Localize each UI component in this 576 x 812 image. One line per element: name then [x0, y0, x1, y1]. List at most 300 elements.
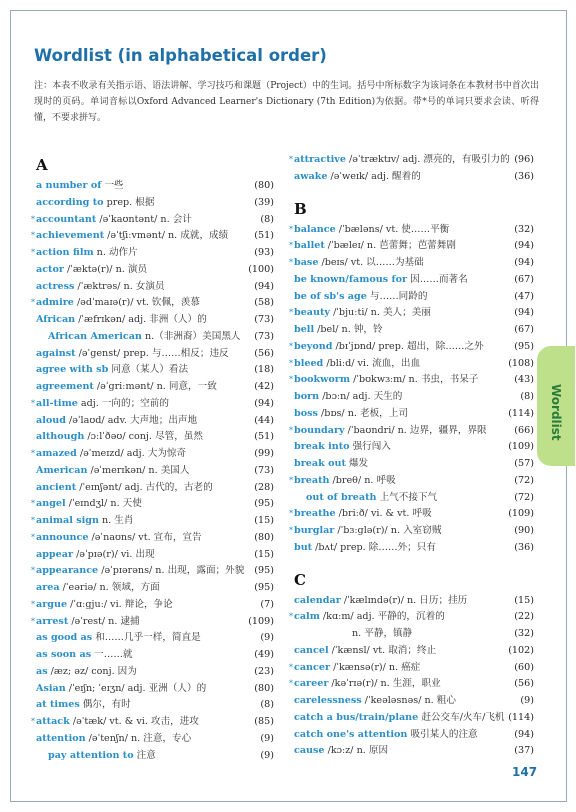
- headword: attention: [36, 732, 86, 744]
- page-reference: (95): [254, 498, 274, 510]
- headword: cause: [294, 745, 325, 757]
- definition: /ˈeɪʃn; ˈeɪʒn/ adj. 亚洲（人）的: [65, 682, 207, 694]
- headword: attractive: [294, 154, 346, 165]
- star-marker: *: [289, 612, 293, 622]
- wordlist-entry: [36, 647, 274, 664]
- page-reference: (95): [514, 340, 534, 352]
- wordlist-entry: [294, 272, 534, 289]
- wordlist-entry: [294, 540, 534, 557]
- definition: /əˈtræktɪv/ adj. 漂亮的，有吸引力的: [345, 154, 510, 165]
- star-marker: *: [31, 398, 35, 408]
- headword: breath: [294, 474, 330, 486]
- definition: /əˈweɪk/ adj. 醒着的: [327, 170, 421, 182]
- definition: /ˈkænsə(r)/ n. 癌症: [330, 661, 421, 673]
- section-letter: A: [36, 156, 48, 174]
- definition: n. 平静，镇静: [352, 628, 413, 639]
- page-reference: (100): [248, 263, 274, 275]
- star-marker: *: [31, 566, 35, 576]
- wordlist-entry: [36, 664, 274, 681]
- definition: n. 动作片: [93, 247, 138, 258]
- wordlist-entry: [289, 609, 534, 626]
- page-reference: (7): [260, 598, 274, 610]
- headword: arrest: [36, 615, 69, 627]
- headword: out of breath: [306, 491, 377, 503]
- wordlist-entry: [36, 697, 274, 714]
- wordlist-entry: [289, 372, 534, 389]
- headword: balance: [294, 223, 336, 235]
- headword: as soon as: [36, 649, 92, 660]
- wordlist-entry: [36, 329, 274, 346]
- definition: /ˈeəriə/ n. 领域，方面: [59, 582, 160, 593]
- wordlist-entry: [289, 305, 534, 322]
- page-reference: (57): [514, 458, 534, 469]
- headword: born: [294, 391, 320, 402]
- definition: /beɪs/ vt. 以……为基础: [318, 257, 424, 268]
- wordlist-entry: [31, 597, 274, 614]
- page-reference: (47): [514, 290, 534, 302]
- definition: /kəˈrɪə(r)/ n. 生涯，职业: [328, 678, 441, 690]
- star-marker: *: [289, 258, 293, 267]
- headword: pay attention to: [48, 749, 134, 761]
- page-reference: (67): [514, 273, 534, 285]
- page-reference: (32): [514, 628, 534, 639]
- page-reference: (8): [260, 213, 274, 225]
- page-reference: (85): [254, 716, 274, 727]
- definition: /ˈbjuːti/ n. 美人；美丽: [330, 307, 431, 319]
- wordlist-entry: [36, 480, 274, 497]
- wordlist-entry: [36, 580, 274, 597]
- definition: /əˈnaʊns/ vt. 宣布，宣告: [88, 531, 202, 543]
- wordlist-entry: [294, 389, 534, 406]
- page-reference: (32): [514, 223, 534, 235]
- wordlist-entry: [36, 279, 274, 296]
- wordlist-entry: [294, 406, 534, 423]
- page-reference: (49): [254, 649, 274, 660]
- headword: catch one's attention: [294, 728, 408, 740]
- wordlist-entry: [31, 614, 274, 631]
- definition: /əˈmeɪzd/ adj. 大为惊奇: [76, 448, 187, 459]
- page-reference: (72): [514, 491, 534, 503]
- definition: /ˈbæleɪ/ n. 芭蕾舞；芭蕾舞剧: [324, 240, 456, 252]
- page-reference: (28): [254, 481, 274, 493]
- wordlist-entry: [36, 630, 274, 647]
- wordlist-entry: [289, 339, 534, 356]
- page-reference: (39): [254, 196, 274, 208]
- page-reference: (80): [254, 531, 274, 543]
- headword: cancel: [294, 644, 329, 656]
- headword: beauty: [294, 307, 331, 319]
- wordlist-section-tab: [537, 346, 575, 466]
- definition: /breθ/ n. 呼吸: [329, 474, 396, 486]
- page-reference: (18): [254, 364, 274, 376]
- page-reference: (94): [514, 240, 534, 252]
- wordlist-entry: [31, 513, 274, 530]
- definition: /ˈbɜːglə(r)/ n. 入室窃贼: [334, 525, 442, 536]
- definition: /bliːd/ vi. 流血，出血: [323, 357, 421, 369]
- definition: /ˈkeələsnəs/ n. 粗心: [361, 695, 456, 706]
- page-reference: (51): [254, 230, 274, 242]
- page-reference: (9): [260, 732, 274, 744]
- headword: announce: [36, 531, 89, 543]
- wordlist-entry: [36, 429, 274, 446]
- wordlist-entry: [31, 496, 274, 513]
- headword: as: [36, 665, 48, 677]
- definition: /bel/ n. 钟，铃: [314, 324, 383, 335]
- page-reference: (95): [254, 565, 274, 577]
- wordlist-entry: [36, 362, 274, 379]
- headword: appear: [36, 548, 74, 560]
- definition: /bɔːn/ adj. 天生的: [319, 391, 403, 402]
- star-marker: *: [31, 248, 35, 257]
- wordlist-entry: [36, 195, 274, 212]
- page-reference: (114): [508, 407, 534, 419]
- definition: /bɪˈjɒnd/ prep. 超出，除……之外: [332, 340, 484, 352]
- section-gap: [294, 186, 534, 196]
- headword: but: [294, 541, 313, 553]
- headword: bleed: [294, 357, 324, 369]
- wordlist-entry: [294, 727, 534, 744]
- headword: ancient: [36, 481, 77, 493]
- page-reference: (93): [254, 247, 274, 258]
- tab-label: Wordlist: [549, 384, 563, 441]
- definition: /æz; əz/ conj. 因为: [47, 665, 137, 677]
- star-marker: *: [31, 717, 35, 726]
- page-reference: (37): [514, 745, 534, 757]
- definition: 上气不接下气: [376, 491, 438, 503]
- headword: carelessness: [294, 695, 362, 706]
- headword: African American: [48, 330, 142, 342]
- definition: /əˈtæk/ vt. & vi. 攻击，进攻: [69, 716, 199, 727]
- definition: n.（非洲裔）美国黑人: [141, 330, 241, 342]
- wordlist-entry: [289, 523, 534, 540]
- headword: amazed: [36, 448, 77, 459]
- definition: /ˈeɪndʒl/ n. 天使: [65, 498, 142, 510]
- headword: break into: [294, 441, 350, 453]
- star-marker: *: [289, 375, 293, 385]
- headword: as good as: [36, 632, 93, 644]
- wordlist-entry: [31, 446, 274, 463]
- definition: /ˈkænsl/ vt. 取消；终止: [328, 644, 437, 656]
- wordlist-entry: [36, 379, 274, 396]
- definition: /ɔːlˈðəʊ/ conj. 尽管，虽然: [84, 431, 203, 443]
- page-reference: (23): [254, 665, 274, 677]
- page-reference: (94): [254, 397, 274, 409]
- page-reference: (9): [260, 749, 274, 761]
- page-reference: (66): [514, 424, 534, 436]
- headword: admire: [36, 297, 74, 309]
- headword: catch a bus/train/plane: [294, 711, 419, 723]
- wordlist-entry: [36, 262, 274, 279]
- wordlist-left-column: [31, 152, 274, 764]
- wordlist-entry: [31, 228, 274, 245]
- wordlist-entry: [294, 626, 534, 643]
- headword: against: [36, 347, 76, 359]
- headword: agree with sb: [36, 364, 109, 376]
- wordlist-entry: [289, 506, 534, 523]
- headword: ballet: [294, 240, 325, 252]
- page-reference: (73): [254, 464, 274, 476]
- headword: awake: [294, 170, 328, 182]
- definition: /ˈɑːgjuː/ vi. 辩论，争论: [67, 598, 173, 610]
- page-reference: (94): [254, 280, 274, 292]
- section-letter: C: [294, 570, 306, 589]
- page-reference: (67): [514, 324, 534, 335]
- headword: achievement: [36, 230, 105, 242]
- wordlist-entry: [294, 289, 534, 306]
- star-marker: *: [289, 241, 293, 251]
- definition: 爆发: [345, 458, 369, 469]
- wordlist-entry: [294, 322, 534, 339]
- headword: bell: [294, 324, 315, 335]
- definition: /ˈæfrɪkən/ adj. 非洲（人）的: [75, 314, 207, 325]
- wordlist-entry: [36, 681, 274, 698]
- definition: /əˈlaʊd/ adv. 大声地；出声地: [65, 414, 198, 426]
- page-reference: (56): [254, 347, 274, 359]
- page-reference: (80): [254, 180, 274, 191]
- wordlist-entry: [289, 238, 534, 255]
- headword: Asian: [36, 682, 66, 694]
- page-reference: (15): [254, 515, 274, 526]
- star-marker: *: [31, 214, 35, 224]
- definition: /əˈrest/ n. 逮捕: [68, 615, 140, 627]
- definition: 强行闯入: [349, 441, 391, 453]
- intro-note: 注：本表不收录有关指示语、语法讲解、学习技巧和课题（Project）中的生词。括号中所标数字为该词条在本教材书中首次出现时的页码。单词音标以Oxford Advanced Learner's Dictionary (7th Edition)为依据。带*号的单词只要求会读、听得懂，不要求拼写。: [34, 81, 539, 123]
- definition: 注意: [133, 749, 156, 761]
- definition: /kɔːz/ n. 原因: [324, 745, 389, 757]
- definition: /kɑːm/ adj. 平静的，沉着的: [319, 611, 445, 623]
- wordlist-entry: [289, 222, 534, 239]
- page-reference: (9): [260, 632, 274, 644]
- page-reference: (36): [514, 170, 534, 182]
- definition: /ədˈmaɪə(r)/ vt. 钦佩，羡慕: [73, 297, 200, 309]
- star-marker: *: [289, 155, 293, 164]
- wordlist-entry: [36, 731, 274, 748]
- headword: breathe: [294, 508, 336, 520]
- definition: 和……几乎一样，简直是: [92, 632, 201, 644]
- definition: 一些: [101, 180, 124, 191]
- star-marker: *: [31, 532, 35, 542]
- headword: be known/famous for: [294, 273, 408, 285]
- headword: although: [36, 431, 85, 443]
- star-marker: *: [289, 475, 293, 485]
- wordlist-entry: [294, 169, 534, 186]
- page-reference: (42): [254, 381, 274, 392]
- wordlist-entry: [31, 714, 274, 731]
- star-marker: *: [289, 358, 293, 368]
- page-reference: (99): [254, 448, 274, 459]
- definition: /ˈbʊkwɜːm/ n. 书虫，书呆子: [350, 374, 479, 386]
- definition: 一……就: [91, 649, 133, 660]
- definition: 同意（某人）看法: [108, 364, 189, 376]
- wordlist-entry: [294, 439, 534, 456]
- headword: boundary: [294, 424, 345, 436]
- definition: 吸引某人的注意: [407, 728, 478, 740]
- definition: /əˈpɪərəns/ n. 出现，露面；外貌: [98, 565, 245, 577]
- page-reference: (109): [248, 615, 274, 627]
- page-reference: (43): [514, 374, 534, 386]
- definition: /bʌt/ prep. 除……外；只有: [312, 541, 436, 553]
- headword: career: [294, 678, 329, 690]
- headword: action film: [36, 247, 94, 258]
- page-reference: (44): [254, 414, 274, 426]
- star-marker: *: [289, 526, 293, 535]
- page-number: 147: [512, 765, 538, 779]
- definition: /əˈmerɪkən/ n. 美国人: [87, 464, 190, 476]
- wordlist-entry: [289, 423, 534, 440]
- page-reference: (102): [508, 644, 534, 656]
- page-reference: (22): [514, 611, 534, 623]
- definition: /əˈtenʃn/ n. 注意，专心: [85, 732, 192, 744]
- star-marker: *: [289, 224, 293, 234]
- section-gap: [294, 557, 534, 567]
- definition: /əˈgenst/ prep. 与……相反；违反: [75, 347, 229, 359]
- wordlist-entry: [294, 743, 534, 760]
- headword: appearance: [36, 565, 99, 577]
- definition: /ˈæktə(r)/ n. 演员: [63, 263, 148, 275]
- page-reference: (8): [520, 391, 534, 402]
- wordlist-entry: [31, 530, 274, 547]
- page-reference: (95): [254, 582, 274, 593]
- wordlist-entry: [294, 643, 534, 660]
- headword: American: [36, 464, 88, 476]
- star-marker: *: [31, 298, 35, 308]
- page-title: Wordlist (in alphabetical order): [34, 46, 327, 65]
- definition: /ˈbæləns/ vt. 使……平衡: [335, 223, 450, 235]
- page-reference: (109): [508, 441, 534, 453]
- page-reference: (109): [508, 508, 534, 520]
- page-reference: (36): [514, 541, 534, 553]
- wordlist-entry: [289, 473, 534, 490]
- definition: 赶公交车/火车/飞机: [418, 711, 505, 723]
- wordlist-entry: [31, 396, 274, 413]
- page-reference: (51): [254, 431, 274, 443]
- headword: calm: [294, 611, 320, 623]
- headword: at times: [36, 699, 80, 711]
- wordlist-entry: [36, 413, 274, 430]
- wordlist-entry: [31, 212, 274, 229]
- page-reference: (56): [514, 678, 534, 690]
- headword: burglar: [294, 525, 335, 536]
- wordlist-entry: [36, 463, 274, 480]
- definition: 与……同龄的: [366, 290, 428, 302]
- wordlist-entry: [31, 245, 274, 262]
- page-reference: (9): [520, 695, 534, 706]
- headword: break out: [294, 458, 346, 469]
- headword: argue: [36, 598, 68, 610]
- wordlist-entry: [31, 295, 274, 312]
- definition: /əˈgriːmənt/ n. 同意，一致: [93, 381, 217, 392]
- wordlist-entry: [289, 152, 534, 169]
- page-reference: (15): [514, 594, 534, 606]
- headword: agreement: [36, 381, 94, 392]
- page-reference: (72): [514, 474, 534, 486]
- headword: be of sb's age: [294, 290, 367, 302]
- wordlist-entry: [36, 547, 274, 564]
- headword: actor: [36, 263, 64, 275]
- definition: n. 生肖: [98, 515, 134, 526]
- definition: /əˈpɪə(r)/ vi. 出现: [73, 548, 155, 560]
- definition: 因……而著名: [407, 273, 468, 285]
- headword: according to: [36, 196, 104, 208]
- headword: aloud: [36, 414, 66, 426]
- wordlist-entry: [294, 710, 534, 727]
- definition: 偶尔，有时: [79, 699, 131, 711]
- page-reference: (108): [508, 357, 534, 369]
- page-reference: (60): [514, 661, 534, 673]
- definition: prep. 根据: [103, 196, 155, 208]
- star-marker: *: [289, 679, 293, 689]
- headword: base: [294, 257, 319, 268]
- definition: /ˈbaʊndri/ n. 边界，疆界，界限: [344, 424, 487, 436]
- headword: cancer: [294, 661, 331, 673]
- definition: /ˈeɪnʃənt/ adj. 古代的，古老的: [76, 481, 213, 493]
- headword: boss: [294, 407, 318, 419]
- wordlist-entry: [294, 456, 534, 473]
- star-marker: *: [289, 341, 293, 351]
- star-marker: *: [31, 599, 35, 609]
- star-marker: *: [31, 516, 35, 525]
- page-reference: (94): [514, 257, 534, 268]
- headword: African: [36, 314, 76, 325]
- headword: beyond: [294, 340, 333, 352]
- headword: area: [36, 582, 60, 593]
- page-reference: (90): [514, 525, 534, 536]
- section-letter: B: [294, 199, 307, 218]
- headword: bookworm: [294, 374, 351, 386]
- headword: accountant: [36, 213, 97, 225]
- wordlist-entry: [289, 356, 534, 373]
- wordlist-entry: [289, 676, 534, 693]
- headword: angel: [36, 498, 66, 510]
- headword: actress: [36, 280, 75, 292]
- page-reference: (94): [514, 728, 534, 740]
- headword: a number of: [36, 180, 102, 191]
- page-reference: (80): [254, 682, 274, 694]
- headword: all-time: [36, 397, 78, 409]
- star-marker: *: [289, 425, 293, 435]
- star-marker: *: [31, 499, 35, 509]
- page-reference: (73): [254, 330, 274, 342]
- definition: /briːð/ vi. & vt. 呼吸: [335, 508, 432, 520]
- definition: /ˈæktrəs/ n. 女演员: [74, 280, 165, 292]
- wordlist-entry: [294, 593, 534, 610]
- page-reference: (73): [254, 314, 274, 325]
- definition: adj. 一向的；空前的: [77, 397, 169, 409]
- definition: /əˈkaʊntənt/ n. 会计: [96, 213, 192, 225]
- wordlist-entry: [36, 748, 274, 765]
- wordlist-right-column: [289, 152, 534, 760]
- wordlist-entry: [36, 178, 274, 195]
- page-reference: (15): [254, 548, 274, 560]
- wordlist-entry: [31, 563, 274, 580]
- definition: /ˈkælɪndə(r)/ n. 日历；挂历: [340, 594, 468, 606]
- wordlist-entry: [36, 312, 274, 329]
- star-marker: *: [31, 231, 35, 241]
- star-marker: *: [31, 449, 35, 458]
- headword: attack: [36, 716, 70, 727]
- page-reference: (114): [508, 711, 534, 723]
- page-reference: (58): [254, 297, 274, 309]
- headword: calendar: [294, 594, 341, 606]
- page-reference: (8): [260, 699, 274, 711]
- star-marker: *: [289, 308, 293, 318]
- wordlist-entry: [294, 693, 534, 710]
- star-marker: *: [289, 509, 293, 519]
- definition: /əˈtʃiːvmənt/ n. 成就，成绩: [104, 230, 229, 242]
- page-reference: (96): [514, 154, 534, 165]
- wordlist-entry: [294, 490, 534, 507]
- headword: animal sign: [36, 515, 99, 526]
